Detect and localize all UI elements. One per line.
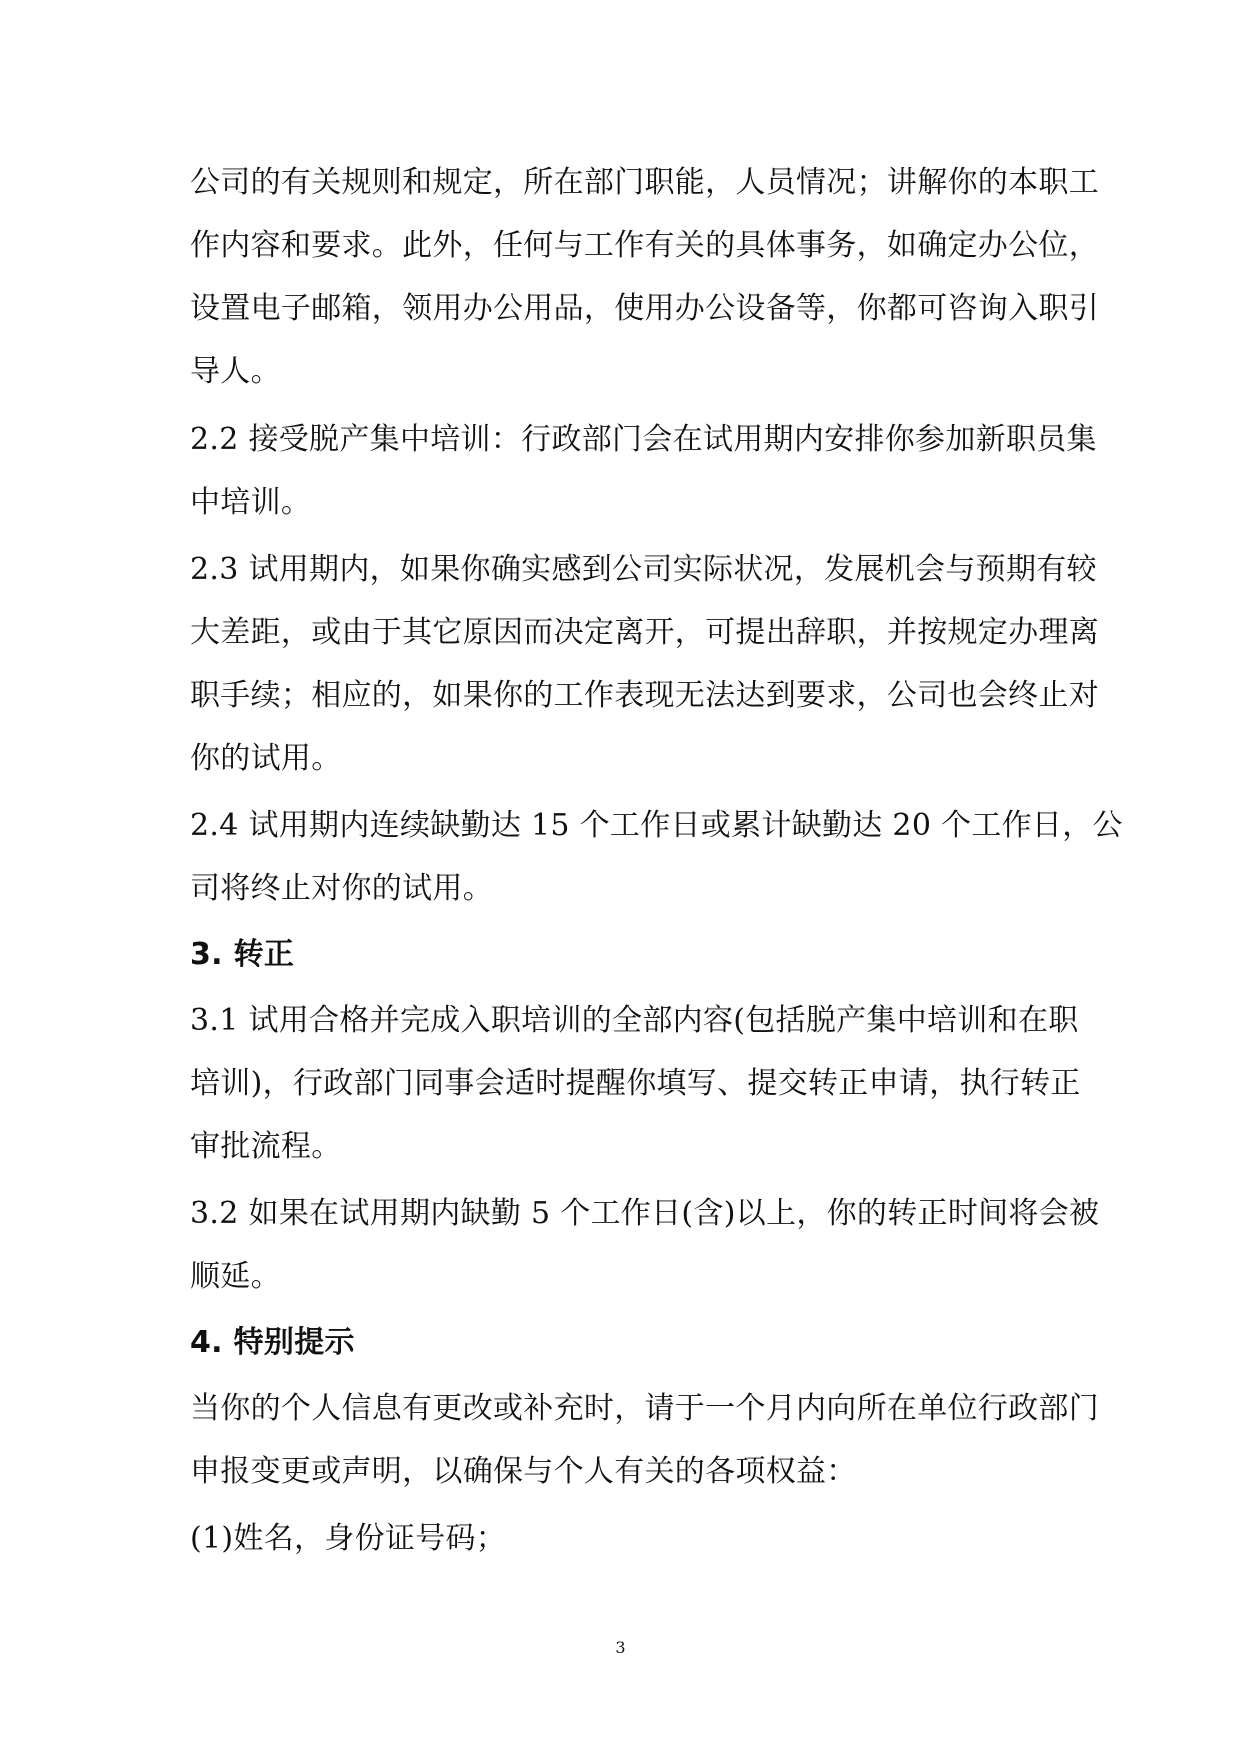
text-line: 职手续；相应的，如果你的工作表现无法达到要求，公司也会终止对	[190, 678, 1099, 713]
text-line: 设置电子邮箱，领用办公用品，使用办公设备等，你都可咨询入职引	[190, 291, 1099, 326]
text-line: 中培训。	[190, 485, 312, 520]
text-line: 顺延。	[190, 1259, 281, 1294]
text-line: 2.4 试用期内连续缺勤达 15 个工作日或累计缺勤达 20 个工作日，公	[190, 808, 1123, 843]
text-line: 导人。	[190, 354, 281, 389]
text-line: 司将终止对你的试用。	[190, 871, 493, 906]
text-line: 2.3 试用期内，如果你确实感到公司实际状况，发展机会与预期有较	[190, 552, 1097, 587]
text-line: 培训)，行政部门同事会适时提醒你填写、提交转正申请，执行转正	[190, 1066, 1081, 1101]
section-heading: 3. 转正	[190, 937, 295, 972]
page-number: 3	[615, 1638, 626, 1657]
text-line: 2.2 接受脱产集中培训：行政部门会在试用期内安排你参加新职员集	[190, 422, 1097, 457]
text-line: 审批流程。	[190, 1129, 342, 1164]
text-line: 当你的个人信息有更改或补充时，请于一个月内向所在单位行政部门	[190, 1391, 1099, 1426]
text-line: 你的试用。	[190, 741, 342, 776]
text-line: (1)姓名，身份证号码；	[190, 1521, 507, 1556]
text-line: 作内容和要求。此外，任何与工作有关的具体事务，如确定办公位，	[190, 228, 1099, 263]
text-line: 大差距，或由于其它原因而决定离开，可提出辞职，并按规定办理离	[190, 615, 1099, 650]
text-line: 3.2 如果在试用期内缺勤 5 个工作日(含)以上，你的转正时间将会被	[190, 1196, 1100, 1231]
text-line: 公司的有关规则和规定，所在部门职能，人员情况；讲解你的本职工	[190, 165, 1099, 200]
section-heading: 4. 特别提示	[190, 1325, 355, 1360]
text-line: 申报变更或声明，以确保与个人有关的各项权益：	[190, 1454, 857, 1489]
text-line: 3.1 试用合格并完成入职培训的全部内容(包括脱产集中培训和在职	[190, 1003, 1079, 1038]
